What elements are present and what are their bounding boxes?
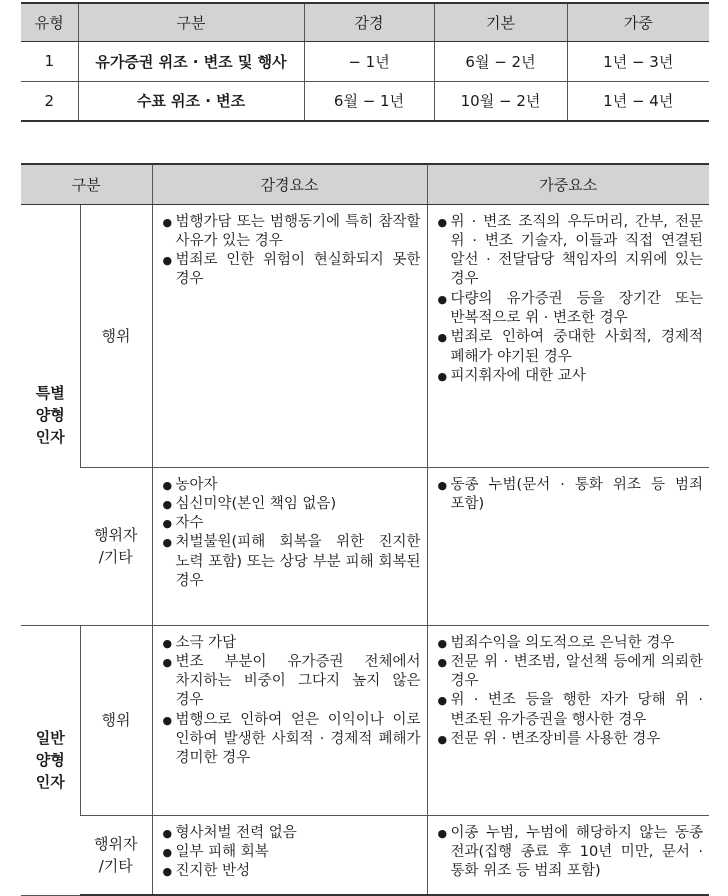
bullet-icon: ● <box>437 826 448 840</box>
list-item <box>438 476 704 515</box>
list-item <box>163 843 421 862</box>
bullet-icon: ● <box>162 845 173 859</box>
bullet-icon: ● <box>162 254 173 268</box>
list-item <box>438 367 704 386</box>
bullet-icon: ● <box>437 331 448 345</box>
bullet-icon: ● <box>162 478 173 492</box>
list-item <box>438 824 704 882</box>
factor-text: 피지휘자에 대한 교사 <box>450 367 586 384</box>
table1-header-basic: 기본 <box>434 3 567 41</box>
bullet-icon: ● <box>437 655 448 669</box>
row-category: 수표 위조 · 변조 <box>78 81 304 121</box>
list-item <box>163 251 421 290</box>
factor-text: 형사처벌 전력 없음 <box>175 824 297 841</box>
factor-list <box>428 468 710 523</box>
factor-text: 소극 가담 <box>175 634 237 651</box>
table1-header-reduced: 감경 <box>304 3 434 41</box>
table1-header-type: 유형 <box>21 3 78 41</box>
factor-text: 전문 위 · 변조장비를 사용한 경우 <box>450 730 661 747</box>
reduce-factors-cell <box>152 625 427 815</box>
row-type: 2 <box>21 81 78 121</box>
list-item <box>438 634 704 653</box>
factor-group-label-line: 양형 <box>35 405 65 424</box>
bullet-icon: ● <box>162 865 173 879</box>
table2-header-reduce: 감경요소 <box>152 164 427 204</box>
row-aggravated: 1년 − 4년 <box>567 81 709 121</box>
table-row <box>21 81 709 121</box>
row-basic: 6월 − 2년 <box>434 41 567 81</box>
factor-text: 범행으로 인하여 얻은 이익이나 이로 인하여 발생한 사회적 · 경제적 폐해가 경미한 경우 <box>175 711 421 767</box>
list-item <box>438 653 704 692</box>
table-row <box>21 467 709 625</box>
row-aggravated: 1년 − 3년 <box>567 41 709 81</box>
table-row <box>21 625 709 815</box>
bullet-icon: ● <box>162 497 173 511</box>
factor-subgroup-label-line: 행위 <box>101 326 131 345</box>
row-type: 1 <box>21 41 78 81</box>
bullet-icon: ● <box>437 369 448 383</box>
reduce-factors-cell <box>152 815 427 895</box>
factor-subgroup-label-line: 행위 <box>101 711 131 729</box>
aggravate-factors-cell <box>427 467 709 625</box>
factor-group-label-line: 일반 <box>35 729 65 747</box>
table1-header-aggravated: 가중 <box>567 3 709 41</box>
factor-text: 범죄수익을 의도적으로 은닉한 경우 <box>450 634 675 651</box>
list-item <box>163 495 421 514</box>
factor-group-label-line: 특별 <box>35 383 65 402</box>
factor-list <box>428 626 710 758</box>
factor-text: 일부 피해 회복 <box>175 843 269 860</box>
factor-text: 위 · 변조 등을 행한 자가 당해 위 · 변조된 유가증권을 행사한 경우 <box>450 692 703 728</box>
factor-text: 동종 누범(문서 · 통화 위조 등 범죄 포함) <box>450 476 703 512</box>
row-category: 유가증권 위조 · 변조 및 행사 <box>78 41 304 81</box>
factor-text: 범행가담 또는 범행동기에 특히 참작할 사유가 있는 경우 <box>175 213 421 249</box>
list-item <box>438 691 704 730</box>
list-item <box>163 862 421 881</box>
bullet-icon: ● <box>162 517 173 531</box>
reduce-factors-cell <box>152 204 427 467</box>
bullet-icon: ● <box>437 478 448 492</box>
aggravate-factors-cell <box>427 625 709 815</box>
bullet-icon: ● <box>437 636 448 650</box>
bullet-icon: ● <box>162 713 173 727</box>
bullet-icon: ● <box>437 694 448 708</box>
factor-list <box>428 205 710 395</box>
list-item <box>163 653 421 711</box>
factor-group-label <box>21 204 80 625</box>
factor-subgroup-label-line: 행위자 <box>94 526 138 544</box>
factor-text: 자수 <box>175 515 204 532</box>
factor-text: 범죄로 인하여 중대한 사회적, 경제적 폐해가 야기된 경우 <box>450 329 703 365</box>
list-item <box>163 634 421 653</box>
factor-subgroup-label <box>80 815 152 895</box>
bullet-icon: ● <box>162 826 173 840</box>
row-basic: 10월 − 2년 <box>434 81 567 121</box>
table2-header-row <box>21 164 709 204</box>
factor-group-label-line: 인자 <box>35 427 65 446</box>
factor-list <box>428 816 710 890</box>
factor-group-label-line: 인자 <box>35 773 65 791</box>
factor-subgroup-label <box>80 467 152 625</box>
list-item <box>163 824 421 843</box>
factor-text: 범죄로 인한 위험이 현실화되지 못한 경우 <box>175 252 421 288</box>
bullet-icon: ● <box>162 636 173 650</box>
table-row <box>21 41 709 81</box>
factor-text: 진지한 반성 <box>175 863 251 880</box>
factor-text: 심신미약(본인 책임 없음) <box>175 495 337 512</box>
list-item <box>163 711 421 769</box>
factor-text: 농아자 <box>175 476 218 493</box>
table-row <box>21 815 709 895</box>
list-item <box>163 533 421 591</box>
bullet-icon: ● <box>437 215 448 229</box>
sentencing-range-table <box>21 2 709 122</box>
factor-text: 이종 누범, 누범에 해당하지 않는 동종 전과(집행 종료 후 10년 미만, 문서 · 통화 위조 등 범죄 포함) <box>450 824 703 880</box>
factor-subgroup-label-line: /기타 <box>98 548 133 566</box>
table2-header-category: 구분 <box>21 164 152 204</box>
aggravate-factors-cell <box>427 815 709 895</box>
sentencing-factors-table <box>21 163 709 896</box>
factor-subgroup-label <box>80 625 152 815</box>
reduce-factors-cell <box>152 467 427 625</box>
list-item <box>438 328 704 367</box>
list-item <box>438 213 704 290</box>
bullet-icon: ● <box>162 215 173 229</box>
table1-header-row <box>21 3 709 41</box>
factor-text: 전문 위 · 변조범, 알선책 등에게 의뢰한 경우 <box>450 653 703 690</box>
factor-text: 변조 부분이 유가증권 전체에서 차지하는 비중이 그다지 높지 않은 경우 <box>175 653 421 709</box>
list-item <box>163 476 421 495</box>
factor-list <box>153 816 427 890</box>
factor-list <box>153 468 427 600</box>
row-reduced: − 1년 <box>304 41 434 81</box>
table-row <box>21 204 709 467</box>
factor-group-label-line: 양형 <box>35 751 65 769</box>
bullet-icon: ● <box>162 536 173 550</box>
bullet-icon: ● <box>437 292 448 306</box>
factor-group-label <box>21 625 80 895</box>
factor-text: 위 · 변조 조직의 우두머리, 간부, 전문 위 · 변조 기술자, 이들과 직접 연결된 알선 · 전달담당 책임자의 지위에 있는 경우 <box>450 213 703 288</box>
factor-text: 처벌불원(피해 회복을 위한 진지한 노력 포함) 또는 상당 부분 피해 회복된 경우 <box>175 534 421 589</box>
factor-text: 다량의 유가증권 등을 장기간 또는 반복적으로 위 · 변조한 경우 <box>450 290 703 326</box>
table2-header-aggravate: 가중요소 <box>427 164 709 204</box>
aggravate-factors-cell <box>427 204 709 467</box>
list-item <box>163 213 421 252</box>
bullet-icon: ● <box>437 732 448 746</box>
factor-subgroup-label-line: 행위자 <box>94 834 138 853</box>
table1-header-category: 구분 <box>78 3 304 41</box>
row-reduced: 6월 − 1년 <box>304 81 434 121</box>
list-item <box>438 730 704 749</box>
list-item <box>163 514 421 533</box>
factor-list <box>153 626 427 777</box>
factor-subgroup-label-line: /기타 <box>98 856 133 875</box>
factor-subgroup-label <box>80 204 152 467</box>
list-item <box>438 290 704 329</box>
bullet-icon: ● <box>162 655 173 669</box>
factor-list <box>153 205 427 298</box>
